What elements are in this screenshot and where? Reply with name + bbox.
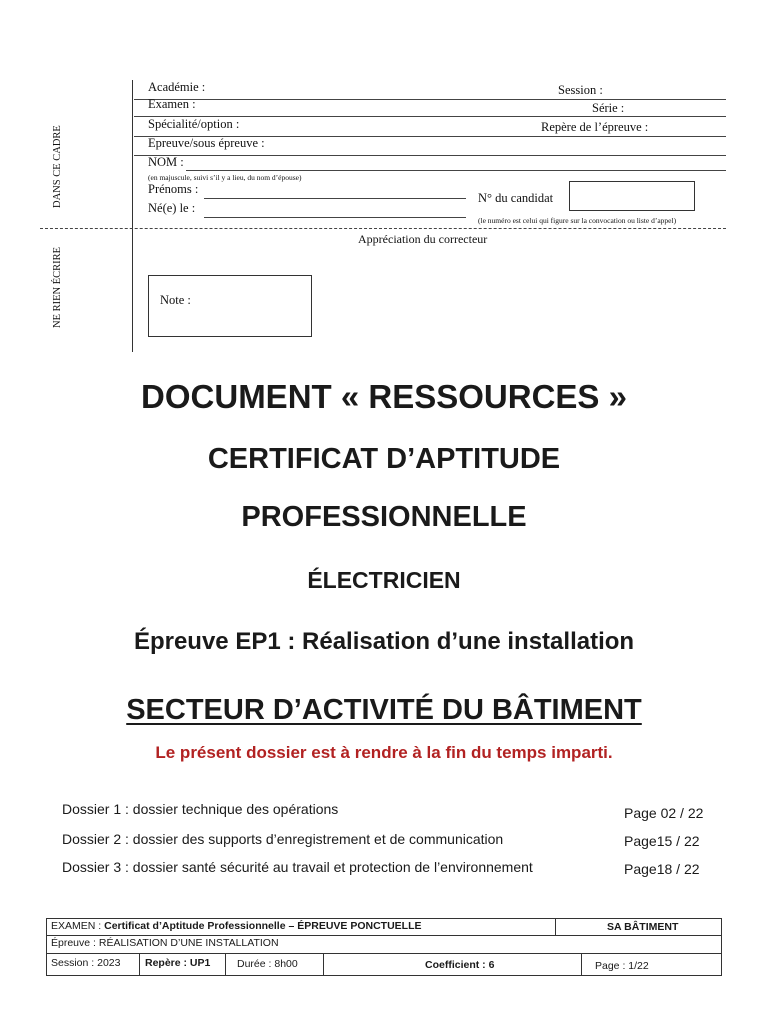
dossier-1-label: Dossier 1 : dossier technique des opérations (62, 801, 339, 817)
footer-col-line (225, 953, 226, 975)
field-label-repere-epreuve: Repère de l’épreuve : (541, 120, 649, 134)
footer-col-line (555, 919, 556, 935)
field-label-academie: Académie : (148, 80, 206, 94)
cut-line (40, 228, 726, 229)
title-epreuve: Épreuve EP1 : Réalisation d’une installation (133, 628, 635, 655)
title-document-ressources: DOCUMENT « RESSOURCES » (141, 378, 627, 415)
field-label-session: Session : (558, 83, 603, 97)
field-label-serie: Série : (592, 101, 625, 115)
candidate-number-box[interactable] (569, 181, 695, 211)
form-line (134, 155, 726, 156)
title-professionnelle: PROFESSIONNELLE (241, 501, 527, 533)
form-margin-line (132, 80, 133, 352)
footer-examen (51, 920, 422, 932)
field-label-examen: Examen : (148, 97, 196, 111)
dossier-1-page: Page 02 / 22 (624, 805, 704, 821)
footer-examen-value: Certificat d’Aptitude Professionnelle – ÉPREUVE PONCTUELLE (104, 920, 422, 932)
footer-duree: Durée : 8h00 (237, 958, 298, 970)
footer-examen-prefix: EXAMEN : (51, 920, 105, 932)
dossier-2-page: Page15 / 22 (624, 833, 700, 849)
footer-coefficient: Coefficient : 6 (425, 959, 495, 971)
appreciation-label: Appréciation du correcteur (358, 232, 488, 246)
dossier-3-page: Page18 / 22 (624, 861, 700, 877)
field-label-epreuve: Epreuve/sous épreuve : (148, 136, 265, 150)
footer-sector: SA BÂTIMENT (607, 921, 679, 933)
footer-page: Page : 1/22 (595, 960, 649, 972)
nom-note: (en majuscule, suivi s’il y a lieu, du nom d’épouse) (148, 173, 302, 182)
footer-repere: Repère : UP1 (145, 957, 211, 969)
field-label-numero-candidat: N° du candidat (478, 191, 554, 205)
footer-epreuve: Épreuve : RÉALISATION D’UNE INSTALLATION (51, 937, 279, 949)
footer-table (46, 918, 722, 976)
dossier-2-label: Dossier 2 : dossier des supports d’enregistrement et de communication (62, 831, 504, 847)
footer-row-line (47, 935, 721, 936)
footer-col-line (323, 953, 324, 975)
note-box[interactable] (148, 275, 312, 337)
title-electricien: ÉLECTRICIEN (307, 567, 461, 593)
form-line (186, 170, 726, 171)
form-line (204, 198, 466, 199)
title-certificat: CERTIFICAT D’APTITUDE (207, 443, 561, 475)
note-label: Note : (160, 293, 191, 307)
field-label-prenoms: Prénoms : (148, 182, 199, 196)
footer-col-line (581, 953, 582, 975)
form-line (204, 217, 466, 218)
title-secteur: SECTEUR D’ACTIVITÉ DU BÂTIMENT (126, 694, 642, 726)
field-label-ne-le: Né(e) le : (148, 201, 196, 215)
field-label-nom: NOM : (148, 155, 184, 169)
dossier-3-label: Dossier 3 : dossier santé sécurité au travail et protection de l’environnement (62, 859, 533, 875)
notice-text: Le présent dossier est à rendre à la fin du temps imparti. (155, 743, 613, 762)
form-line (134, 99, 726, 100)
side-text-ne-rien-ecrire: NE RIEN ÉCRIRE (52, 246, 63, 328)
field-label-specialite: Spécialité/option : (148, 117, 240, 131)
numero-note: (le numéro est celui qui figure sur la convocation ou liste d’appel) (478, 216, 677, 225)
footer-row-line (47, 953, 721, 954)
side-text-dans-ce-cadre: DANS CE CADRE (52, 125, 63, 208)
footer-session: Session : 2023 (51, 957, 121, 969)
footer-col-line (139, 953, 140, 975)
